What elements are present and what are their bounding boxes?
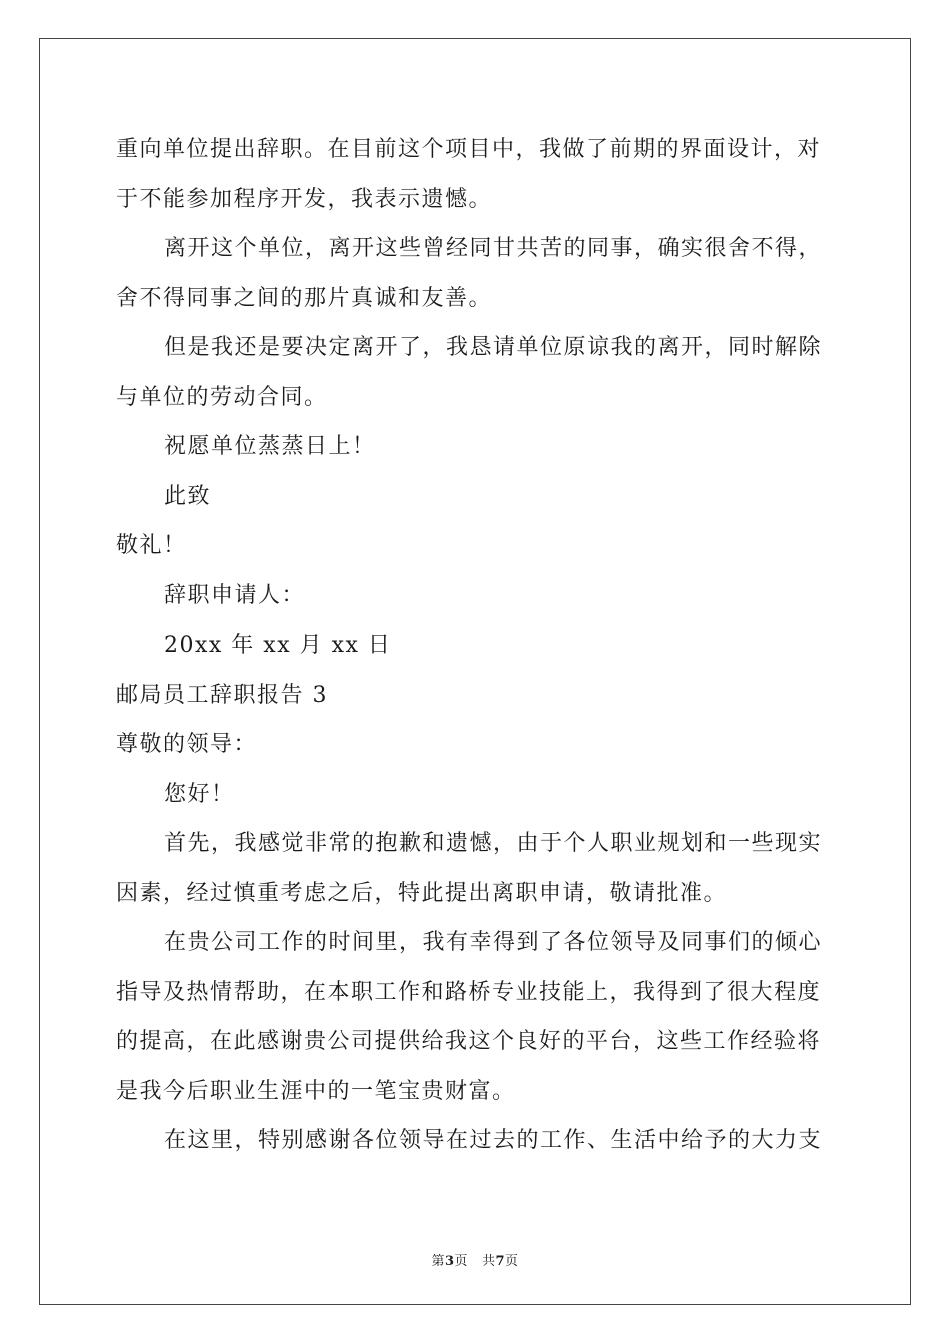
total-pages: 7 — [495, 1254, 506, 1269]
page-number: 3 — [444, 1254, 455, 1269]
text-line: 尊敬的领导： — [116, 732, 258, 757]
text-line: 因素，经过慎重考虑之后，特此提出离职申请，敬请批准。 — [116, 881, 728, 906]
footer-page-suffix: 页 — [454, 1254, 469, 1269]
text-line: 在贵公司工作的时间里，我有幸得到了各位领导及同事们的倾心 — [164, 930, 823, 955]
text-line: 离开这个单位，离开这些曾经同甘共苦的同事，确实很舍不得， — [164, 236, 823, 261]
page-footer — [0, 1250, 950, 1269]
page-border — [39, 38, 911, 1305]
text-line: 您好！ — [164, 782, 235, 807]
section-title: 邮局员工辞职报告 3 — [116, 683, 328, 708]
text-line: 此致 — [164, 484, 212, 509]
text-line: 指导及热情帮助，在本职工作和路桥专业技能上，我得到了很大程度 — [116, 980, 822, 1005]
text-line: 首先，我感觉非常的抱歉和遗憾，由于个人职业规划和一些现实 — [164, 831, 823, 856]
text-line: 的提高，在此感谢贵公司提供给我这个良好的平台，这些工作经验将 — [116, 1029, 822, 1054]
footer-total-suffix: 页 — [505, 1254, 519, 1269]
footer-prefix: 第 — [431, 1254, 445, 1269]
text-line: 辞职申请人： — [164, 583, 306, 608]
text-line: 与单位的劳动合同。 — [116, 385, 328, 410]
footer-total-prefix: 共 — [481, 1254, 496, 1269]
text-line: 敬礼！ — [116, 533, 187, 558]
text-line: 但是我还是要决定离开了，我恳请单位原谅我的离开，同时解除 — [164, 335, 823, 360]
text-line: 舍不得同事之间的那片真诚和友善。 — [116, 286, 493, 311]
text-line: 于不能参加程序开发，我表示遗憾。 — [116, 187, 493, 212]
text-line: 重向单位提出辞职。在目前这个项目中，我做了前期的界面设计，对 — [116, 137, 822, 162]
date-line: 20xx 年 xx 月 xx 日 — [164, 633, 392, 658]
text-line: 祝愿单位蒸蒸日上！ — [164, 434, 376, 459]
text-line: 在这里，特别感谢各位领导在过去的工作、生活中给予的大力支 — [164, 1128, 823, 1153]
text-line: 是我今后职业生涯中的一笔宝贵财富。 — [116, 1079, 516, 1104]
